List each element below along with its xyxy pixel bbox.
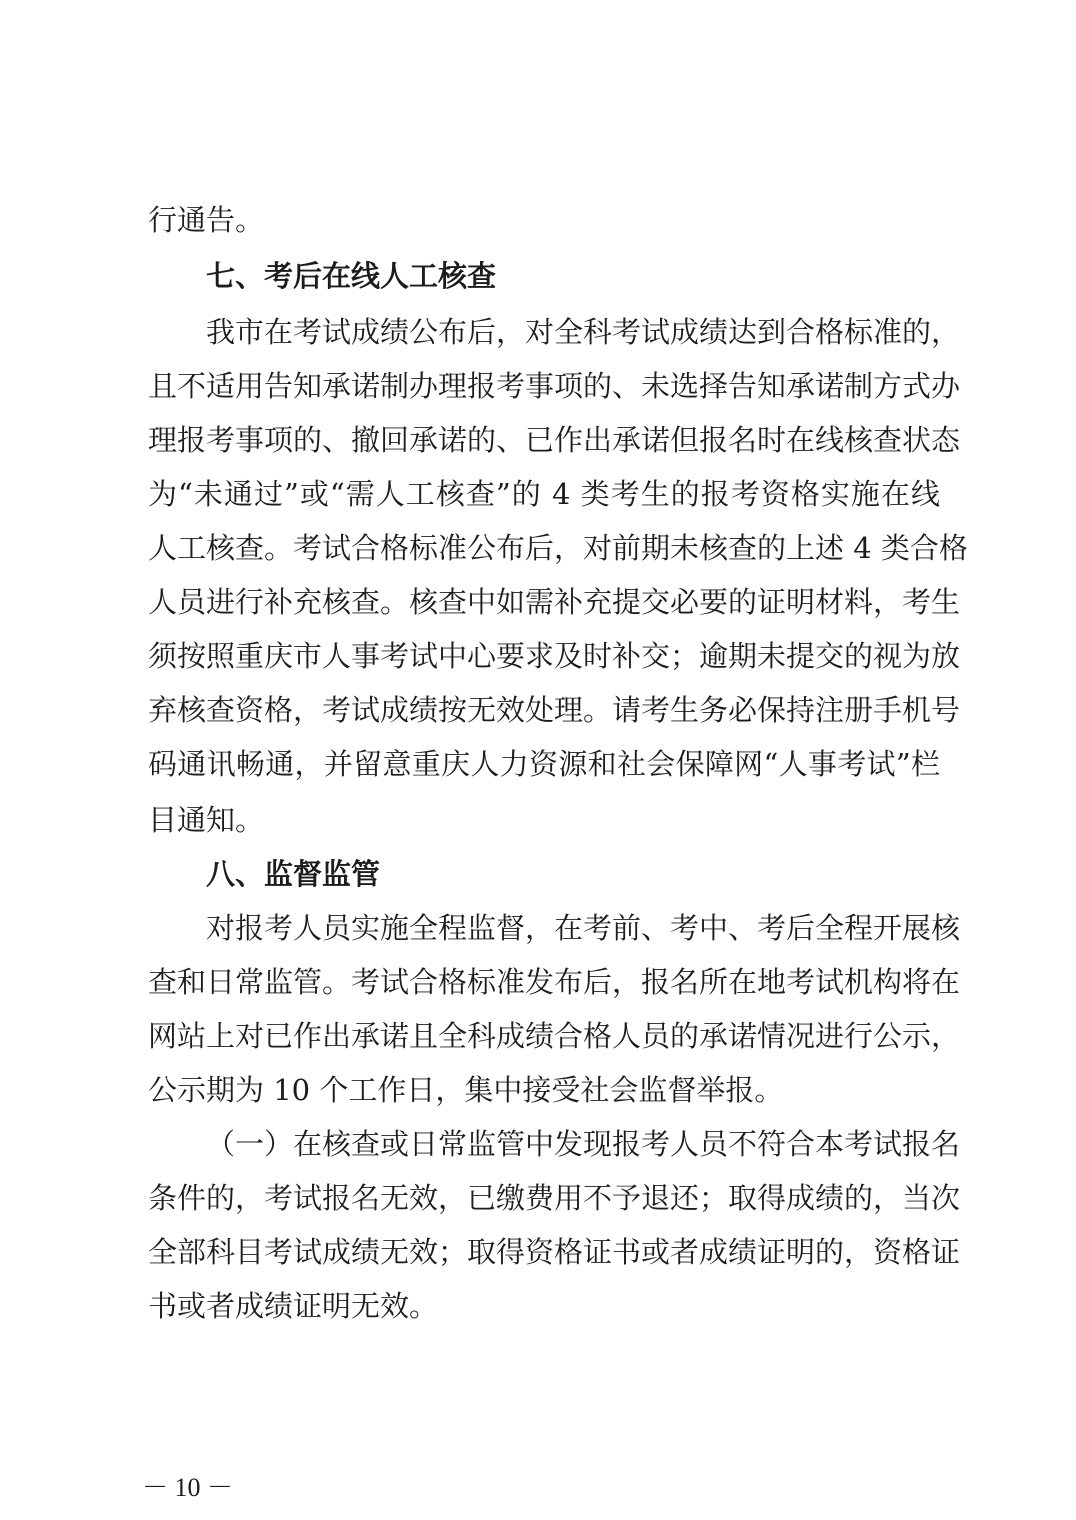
paragraph-line: 弃核查资格，考试成绩按无效处理。请考生务必保持注册手机号 <box>148 693 961 727</box>
paragraph-line: 全部科目考试成绩无效；取得资格证书或者成绩证明的，资格证 <box>148 1235 961 1269</box>
paragraph-line: 须按照重庆市人事考试中心要求及时补交；逾期未提交的视为放 <box>148 639 961 673</box>
section-heading-8: 八、监督监管 <box>206 857 381 891</box>
paragraph-line: 网站上对已作出承诺且全科成绩合格人员的承诺情况进行公示， <box>148 1019 961 1053</box>
paragraph-line: 查和日常监管。考试合格标准发布后，报名所在地考试机构将在 <box>148 965 961 999</box>
section-heading-7: 七、考后在线人工核查 <box>206 259 497 293</box>
paragraph-line: （一）在核查或日常监管中发现报考人员不符合本考试报名 <box>206 1127 961 1161</box>
paragraph-line: 对报考人员实施全程监督，在考前、考中、考后全程开展核 <box>206 911 961 945</box>
paragraph-line: 行通告。 <box>148 203 265 237</box>
paragraph-line: 书或者成绩证明无效。 <box>148 1289 439 1323</box>
paragraph-line: 人工核查。考试合格标准公布后，对前期未核查的上述 4 类合格 <box>148 531 968 565</box>
paragraph-line: 目通知。 <box>148 803 265 837</box>
paragraph-line: 且不适用告知承诺制办理报考事项的、未选择告知承诺制方式办 <box>148 369 961 403</box>
paragraph-line: 为“未通过”或“需人工核查”的 4 类考生的报考资格实施在线 <box>148 477 940 511</box>
paragraph-line: 公示期为 10 个工作日，集中接受社会监督举报。 <box>148 1073 784 1107</box>
paragraph-line: 我市在考试成绩公布后，对全科考试成绩达到合格标准的， <box>206 315 961 349</box>
paragraph-line: 条件的，考试报名无效，已缴费用不予退还；取得成绩的，当次 <box>148 1181 961 1215</box>
paragraph-line: 理报考事项的、撤回承诺的、已作出承诺但报名时在线核查状态 <box>148 423 961 457</box>
page-number: － 10 － <box>142 1473 234 1502</box>
paragraph-line: 码通讯畅通，并留意重庆人力资源和社会保障网“人事考试”栏 <box>148 747 940 781</box>
paragraph-line: 人员进行补充核查。核查中如需补充提交必要的证明材料，考生 <box>148 585 961 619</box>
